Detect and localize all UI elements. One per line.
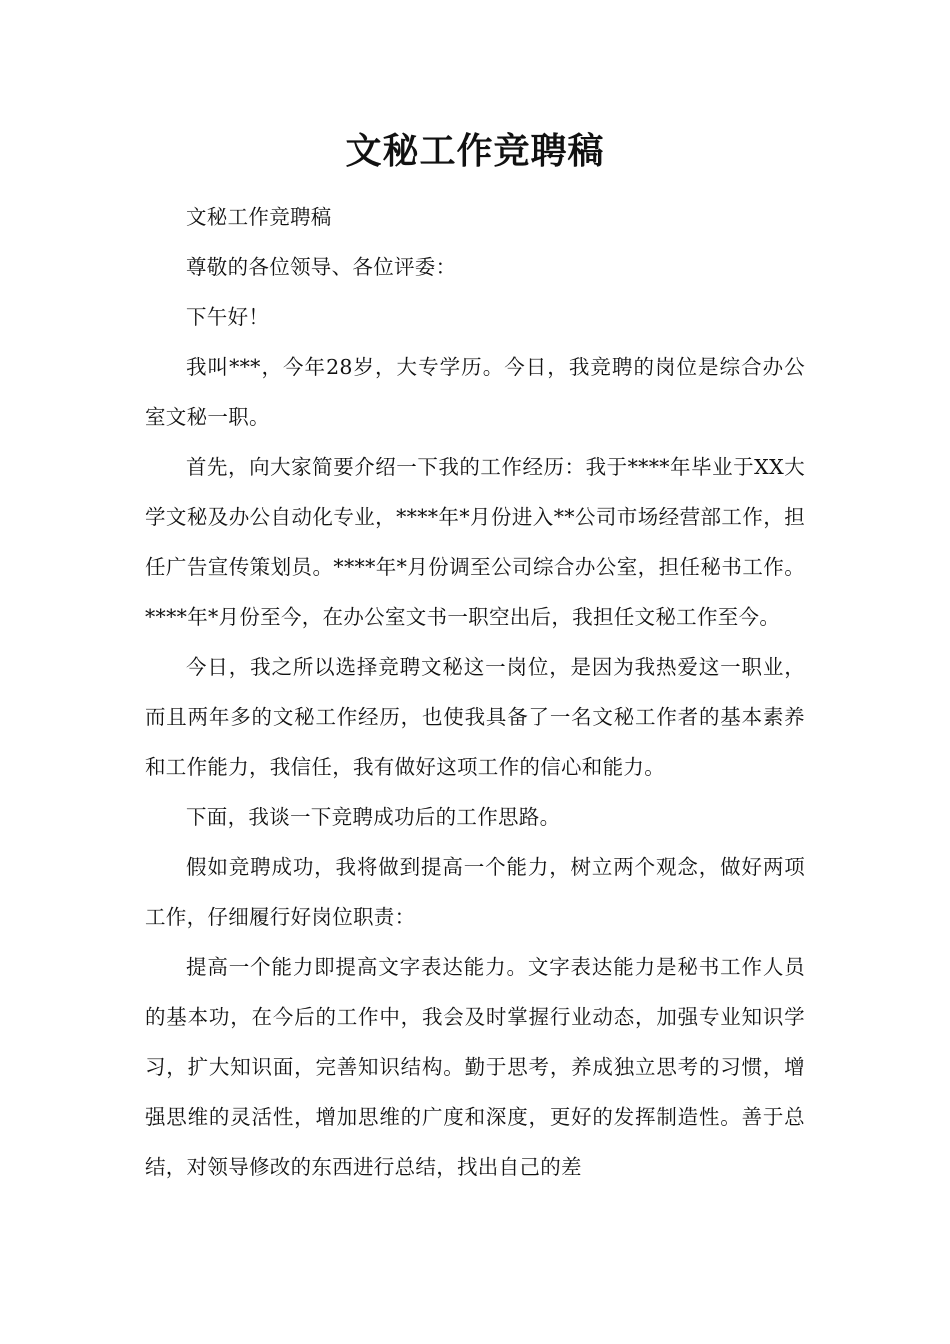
paragraph-writing-ability: 提高一个能力即提高文字表达能力。文字表达能力是秘书工作人员的基本功，在今后的工作中，我会及时掌握行业动态，加强专业知识学习，扩大知识面，完善知识结构。勤于思考，养成独立思考的习惯，增强思维的灵活性，增加思维的广度和深度，更好的发挥制造性。善于总结，对领导修改的东西进行总结，找出自己的差 — [145, 955, 805, 1179]
paragraph-salutation: 尊敬的各位领导、各位评委： — [186, 255, 457, 279]
paragraph-plan-summary: 假如竞聘成功，我将做到提高一个能力，树立两个观念，做好两项工作，仔细履行好岗位职责： — [145, 855, 805, 929]
paragraph-work-experience: 首先，向大家简要介绍一下我的工作经历：我于****年毕业于XX大学文秘及办公自动化专业，****年*月份进入**公司市场经营部工作，担任广告宣传策划员。****年*月份调至公司综合办公室，担任秘书工作。****年*月份至今，在办公室文书一职空出后，我担任文秘工作至今。 — [145, 455, 805, 629]
paragraph-transition: 下面，我谈一下竞聘成功后的工作思路。 — [186, 805, 561, 829]
document-body — [145, 192, 805, 1192]
paragraph-motivation: 今日，我之所以选择竞聘文秘这一岗位，是因为我热爱这一职业，而且两年多的文秘工作经历，也使我具备了一名文秘工作者的基本素养和工作能力，我信任，我有做好这项工作的信心和能力。 — [145, 655, 805, 779]
paragraph-greeting: 下午好！ — [186, 305, 270, 329]
paragraph-introduction: 我叫***，今年28岁，大专学历。今日，我竞聘的岗位是综合办公室文秘一职。 — [145, 355, 805, 429]
document-title: 文秘工作竞聘稿 — [345, 131, 605, 172]
paragraph-heading-repeat: 文秘工作竞聘稿 — [186, 205, 332, 229]
